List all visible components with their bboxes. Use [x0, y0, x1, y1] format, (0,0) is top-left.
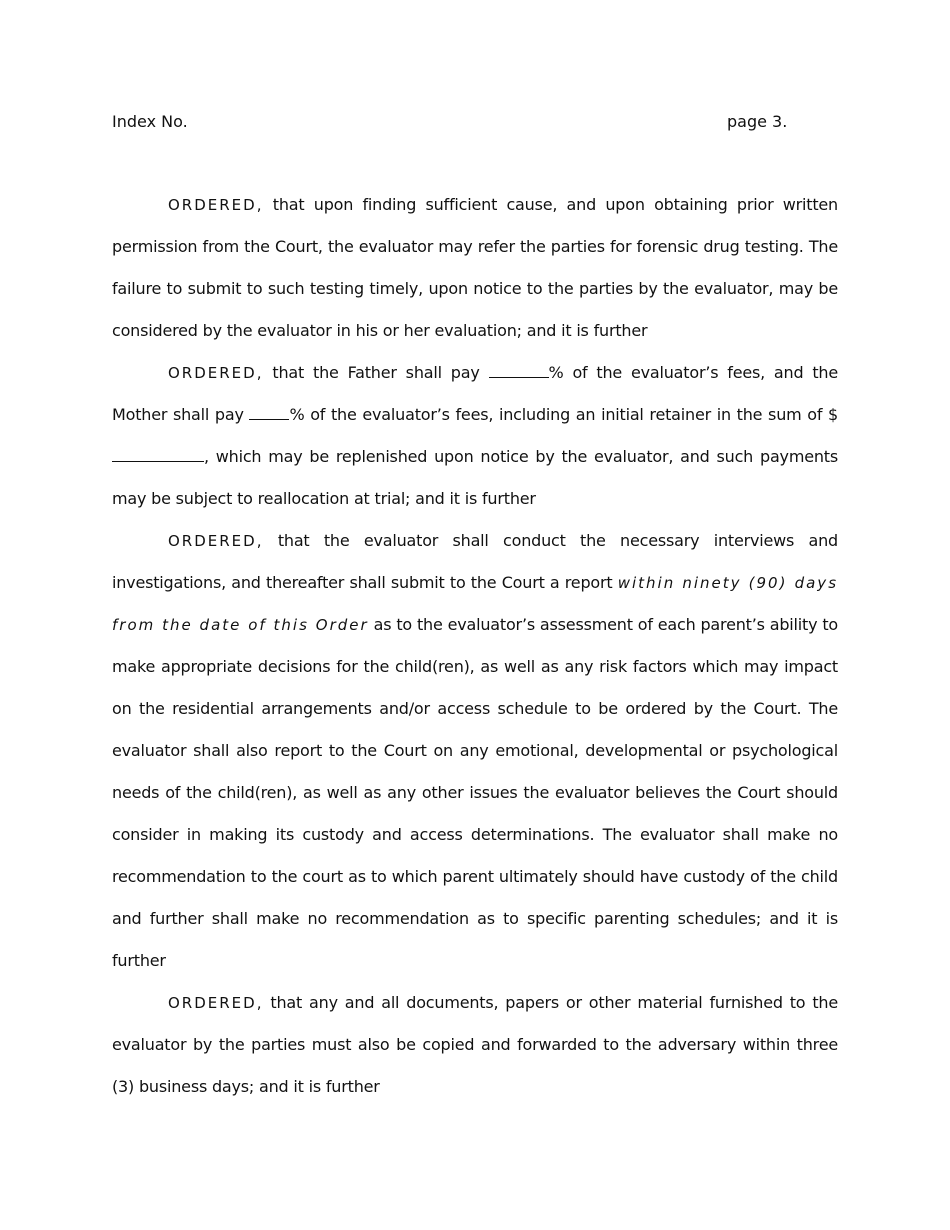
paragraph-text: that the Father shall pay: [263, 363, 489, 382]
paragraph-text: that the evaluator shall conduct the necessary interviews and investigations, and thereafter shall submit to the Court a report: [112, 531, 838, 592]
ordered-keyword: ORDERED,: [168, 364, 264, 382]
index-number-label: Index No.: [112, 112, 188, 131]
paragraph-text: % of the evaluator’s fees, including an initial retainer in the sum of $: [289, 405, 839, 424]
paragraph-text: , which may be replenished upon notice by the evaluator, and such payments may be subject to reallocation at trial; and it is further: [112, 447, 838, 508]
retainer-amount-blank[interactable]: [112, 447, 204, 462]
paragraph-report: [112, 520, 838, 982]
paragraph-fees: [112, 352, 838, 520]
report-deadline-emphasis: within ninety (90) days from the date of this Order: [112, 574, 839, 634]
document-body: [112, 184, 838, 1108]
ordered-keyword: ORDERED,: [168, 532, 264, 550]
paragraph-text: % of the evaluator’s fees, and the Mother shall pay: [112, 363, 838, 424]
paragraph-text: as to the evaluator’s assessment of each parent’s ability to make appropriate decisions for the child(ren), as well as any risk factors which may impact on the residential arrangements and/or access schedule to be ordered by the Court. The evaluator shall also report to the Court on any emotional, developmental or psychological needs of the child(ren), as well as any other issues the evaluator believes the Court should consider in making its custody and access determinations. The evaluator shall make no recommendation to the court as to which parent ultimately should have custody of the child and further shall make no recommendation as to specific parenting schedules; and it is further: [112, 615, 838, 970]
ordered-keyword: ORDERED,: [168, 994, 264, 1012]
paragraph-documents: [112, 982, 838, 1108]
mother-percent-blank[interactable]: [249, 405, 289, 420]
paragraph-drug-testing: [112, 184, 838, 352]
page-header: [112, 112, 838, 136]
page-number-label: page 3.: [727, 112, 788, 131]
father-percent-blank[interactable]: [489, 363, 549, 378]
paragraph-text: that upon finding sufficient cause, and upon obtaining prior written permission from the Court, the evaluator may refer the parties for forensic drug testing. The failure to submit to such testing timely, upon notice to the parties by the evaluator, may be considered by the evaluator in his or her evaluation; and it is further: [112, 195, 838, 340]
paragraph-text: that any and all documents, papers or other material furnished to the evaluator by the parties must also be copied and forwarded to the adversary within three (3) business days; and it is further: [112, 993, 838, 1096]
ordered-keyword: ORDERED,: [168, 196, 264, 214]
